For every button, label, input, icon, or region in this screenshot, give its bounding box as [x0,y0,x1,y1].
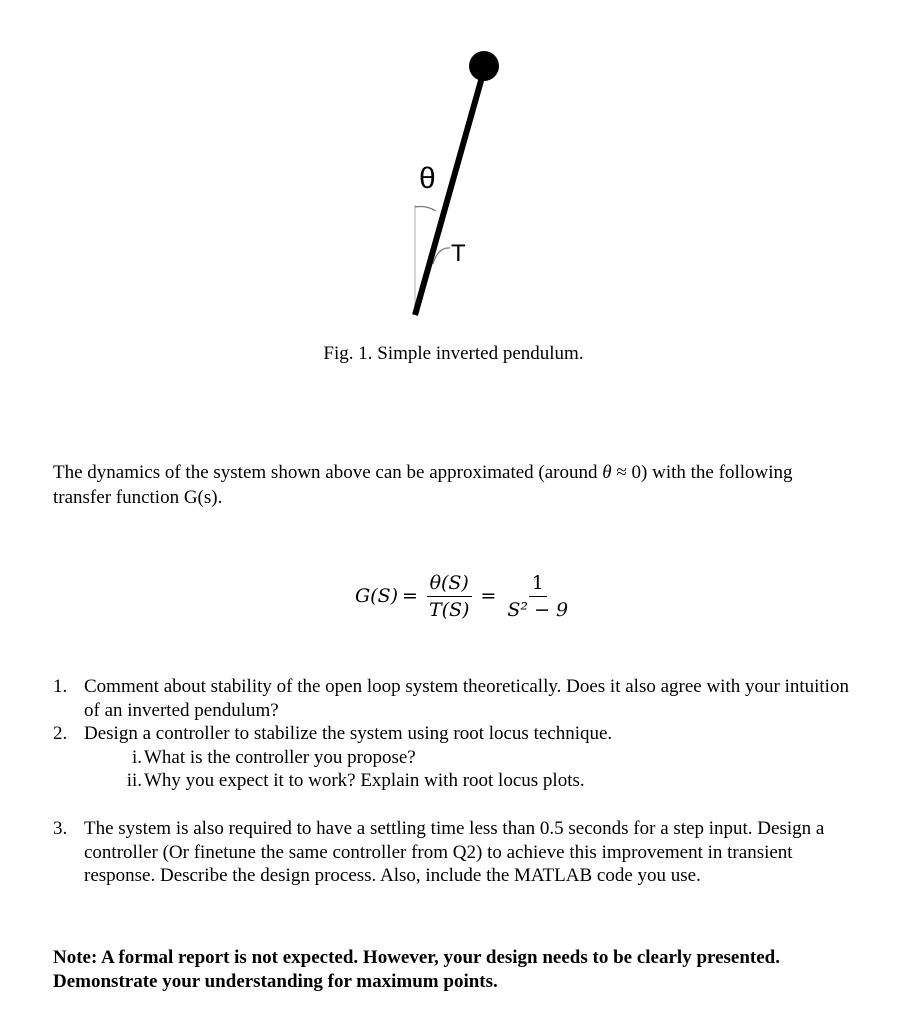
eq-numerator-2: 1 [529,572,547,597]
question-2: 2. Design a controller to stabilize the system using root locus technique. [53,723,613,744]
question-list-top [53,675,863,793]
torque-label: T [451,240,466,267]
question-2-sub-ii: ii. Why you expect it to work? Explain with root locus plots. [126,770,585,791]
eq-fraction-2 [504,572,571,621]
figure-caption: Fig. 1. Simple inverted pendulum. [323,343,584,364]
question-list-bottom [53,817,863,888]
eq-equals-1: = [402,585,418,607]
eq-fraction-1 [426,572,473,621]
transfer-function-equation [355,566,575,626]
question-3: 3. The system is also required to have a settling time less than 0.5 seconds for a step input. Design a controller (Or finetune the same controller from Q2) to achieve this improvement in transient response. Describe the design process. Also, include the MATLAB code you use. [53,818,825,886]
pendulum-bob [469,51,499,81]
question-2-sub-i: i. What is the controller you propose? [131,746,416,768]
intro-paragraph: The dynamics of the system shown above can be approximated (around θ ≈ 0) with the following transfer function G(s). [53,462,793,508]
eq-equals-2: = [480,585,497,607]
intro-theta: θ [602,462,612,483]
eq-numerator-1: θ(S) [427,572,472,597]
eq-denominator-1: T(S) [428,598,470,621]
question-1: 1. Comment about stability of the open loop system theoretically. Does it also agree with your intuition of an inverted pendulum? [53,676,849,721]
note-paragraph: Note: A formal report is not expected. However, your design needs to be clearly presented. Demonstrate your understanding for maximum points. [53,947,781,992]
eq-lhs: G(S) [355,585,399,607]
theta-angle-arc [415,207,436,212]
theta-label: θ [419,162,436,195]
eq-denominator-2: S² − 9 [507,598,569,621]
inverted-pendulum-figure [395,40,515,325]
